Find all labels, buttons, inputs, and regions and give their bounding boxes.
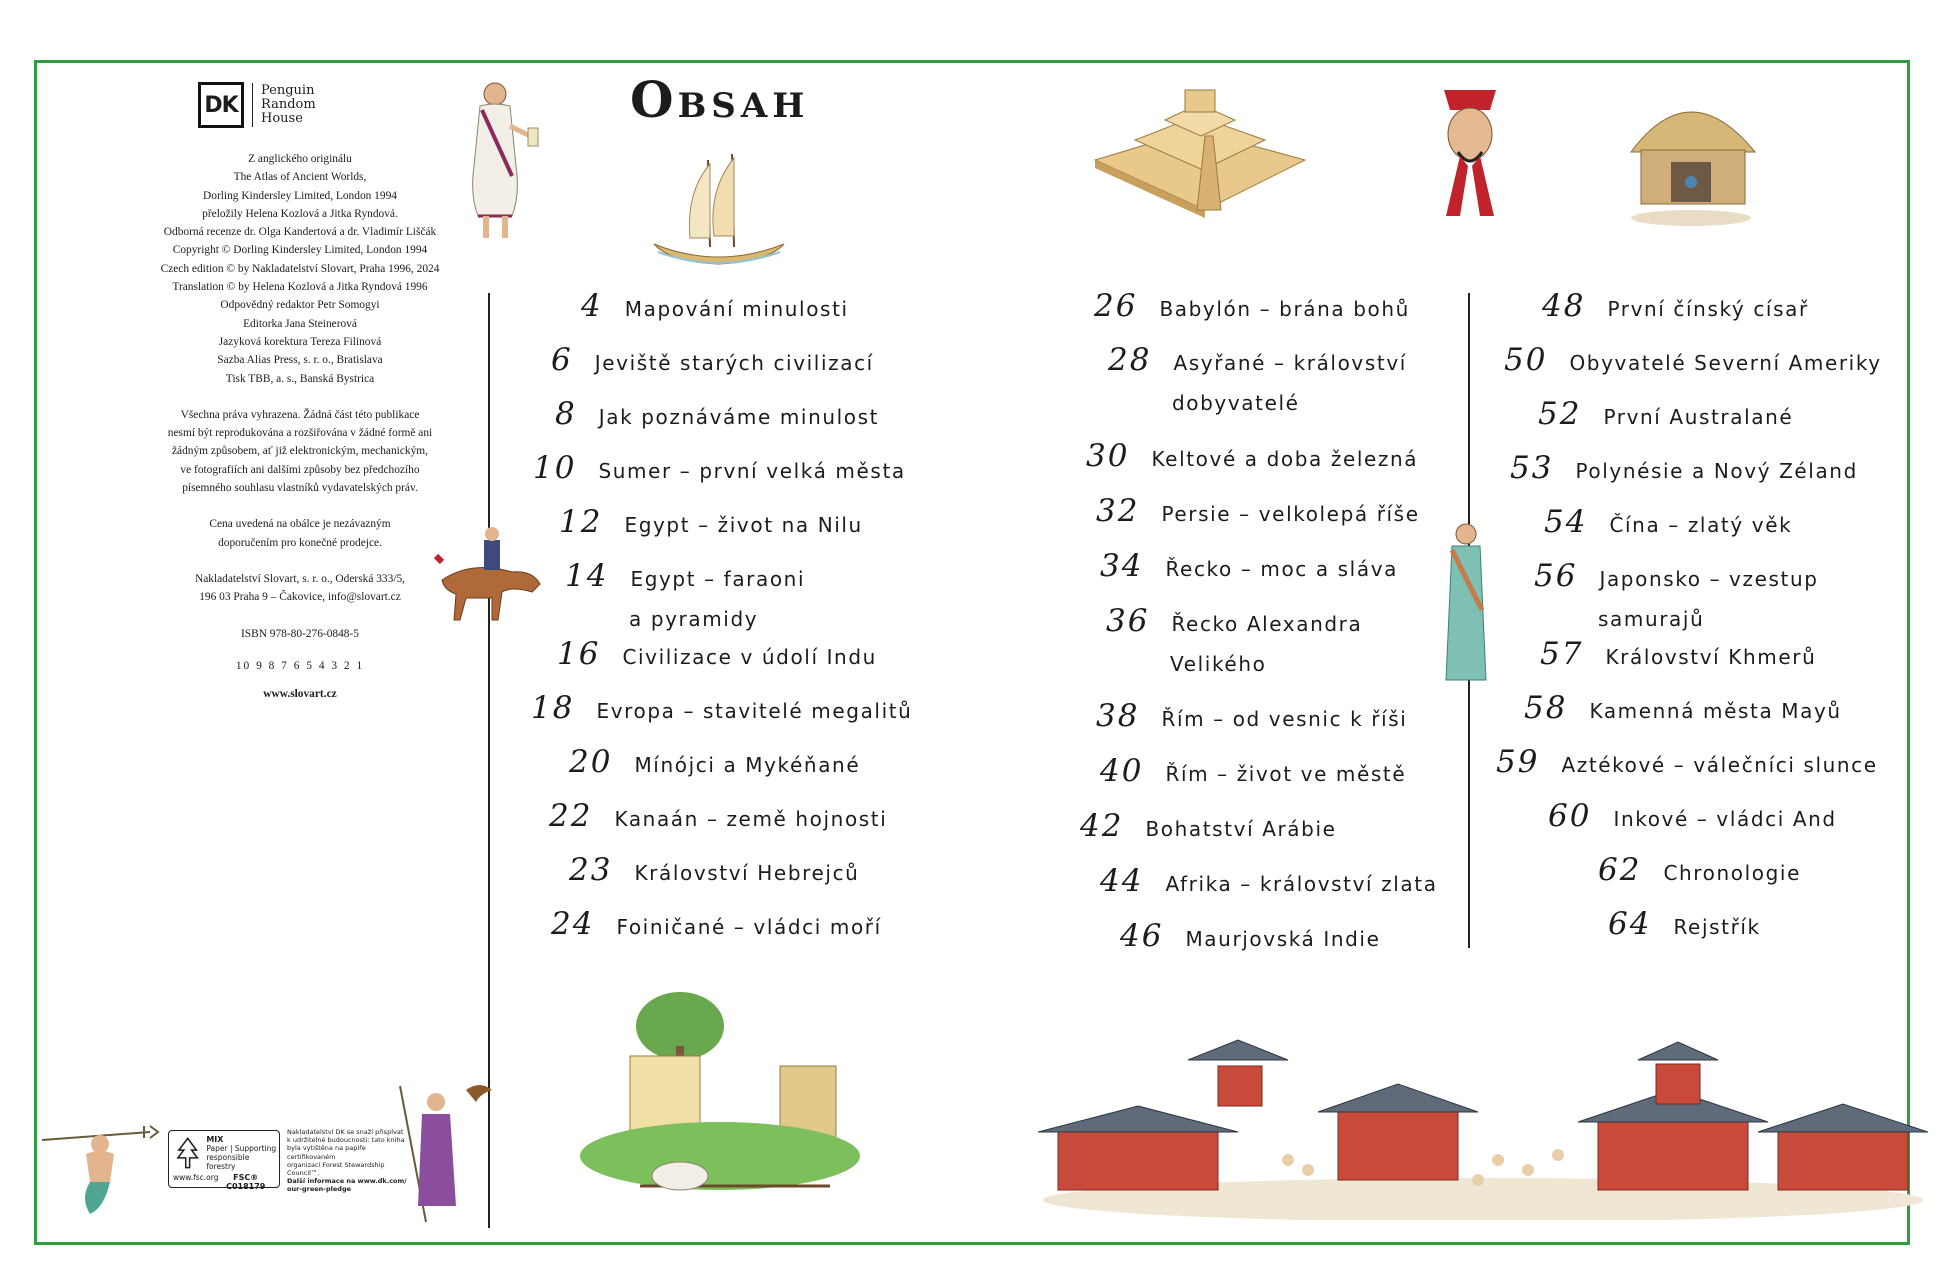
toc-entry[interactable] (1504, 340, 1882, 383)
imprint-rights (90, 406, 510, 497)
toc-entry[interactable] (1096, 696, 1407, 739)
toc-entry[interactable] (1100, 546, 1398, 589)
website: www.slovart.cz (263, 688, 337, 701)
toc-entry[interactable] (1542, 286, 1809, 329)
toc-title: Afrika – království zlata (1165, 872, 1438, 896)
fsc-logo: MIX Paper | Supporting responsible forestry www.fsc.org FSC® C018179 (168, 1130, 280, 1188)
toc-title: Rejstřík (1673, 915, 1761, 939)
poseidon-illustration (40, 1118, 160, 1218)
toc-page-number: 16 (557, 636, 601, 672)
toc-page-number: 60 (1548, 798, 1592, 834)
toc-page-number: 8 (555, 396, 577, 432)
toc-title: Království Hebrejců (634, 861, 860, 885)
fsc-note-line: Nakladatelství DK se snaží přispívat (287, 1128, 404, 1136)
toc-page-number: 54 (1544, 504, 1588, 540)
toc-entry[interactable] (565, 556, 805, 639)
toc-title-continued: Velikého (1170, 652, 1267, 676)
toc-title: Egypt – faraoni (630, 567, 806, 591)
toc-entry[interactable] (1086, 436, 1418, 479)
imprint-line: žádným způsobem, ať již elektronickým, mechanickým, (171, 445, 428, 458)
toc-title: Chronologie (1663, 861, 1801, 885)
toc-page-number: 22 (549, 798, 593, 834)
toc-entry[interactable] (533, 448, 906, 491)
fsc-note-line: Další informace na www.dk.com/ (287, 1177, 407, 1186)
chinese-city-illustration (1038, 1020, 1928, 1220)
toc-entry[interactable] (549, 796, 887, 839)
isbn: ISBN 978-80-276-0848-5 (240, 627, 359, 640)
toc-entry[interactable] (557, 634, 877, 677)
toc-title: Aztékové – válečníci slunce (1561, 753, 1878, 777)
toc-title: Jak poznáváme minulost (598, 405, 880, 429)
imprint-line: Dorling Kindersley Limited, London 1994 (203, 189, 397, 202)
toc-page-number: 6 (551, 342, 573, 378)
toc-page-number: 4 (581, 288, 603, 324)
toc-page-number: 18 (531, 690, 575, 726)
toc-entry[interactable] (555, 394, 879, 437)
toc-entry[interactable] (1544, 502, 1792, 545)
toc-entry[interactable] (559, 502, 863, 545)
imprint-line: Jazyková korektura Tereza Filinová (218, 335, 382, 348)
toc-title: Řecko Alexandra (1171, 612, 1363, 636)
toc-page-number: 24 (551, 906, 595, 942)
toc-title: Sumer – první velká města (598, 459, 906, 483)
imprint-line: Tisk TBB, a. s., Banská Bystrica (225, 372, 375, 385)
toc-title: Japonsko – vzestup (1599, 567, 1819, 591)
toc-entry[interactable] (1080, 806, 1337, 849)
imprint-line: doporučením pro konečné prodejce. (218, 536, 382, 549)
toc-page-number: 40 (1100, 753, 1144, 789)
toc-page-number: 57 (1540, 636, 1584, 672)
toc-page-number: 34 (1100, 548, 1144, 584)
toc-entry[interactable] (1534, 556, 1819, 639)
toc-entry[interactable] (1100, 751, 1406, 794)
toc-title: Řím – život ve městě (1165, 762, 1407, 786)
toc-page-number: 56 (1534, 558, 1578, 594)
penguin-random-house-text: Penguin Random House (261, 83, 316, 126)
toc-page-number: 28 (1108, 342, 1152, 378)
horseman-illustration (432, 520, 552, 630)
toc-title-continued: dobyvatelé (1172, 391, 1300, 415)
toc-title: Mapování minulosti (624, 297, 849, 321)
toc-title: Kamenná města Mayů (1589, 699, 1842, 723)
toc-title: První čínský císař (1607, 297, 1809, 321)
toc-page-number: 50 (1504, 342, 1548, 378)
toc-page-number: 62 (1598, 852, 1642, 888)
toc-entry[interactable] (1524, 688, 1842, 731)
toc-title: Řecko – moc a sláva (1165, 557, 1398, 581)
ziggurat-illustration (1085, 70, 1315, 220)
imprint-line: Nakladatelství Slovart, s. r. o., Oderská 333/5, (194, 572, 406, 585)
thatched-hut-illustration (1615, 62, 1765, 232)
fsc-note (287, 1128, 407, 1194)
toc-title: Řím – od vesnic k říši (1161, 707, 1408, 731)
imprint-line: Odborná recenze dr. Olga Kandertová a dr. Vladimír Liščák (163, 226, 437, 239)
toc-page-number: 48 (1542, 288, 1586, 324)
toc-page-number: 38 (1096, 698, 1140, 734)
toc-page-number: 58 (1524, 690, 1568, 726)
page-title: OBSAH (630, 70, 810, 129)
toc-title: Civilizace v údolí Indu (622, 645, 877, 669)
imprint-line: Editorka Jana Steinerová (243, 317, 357, 330)
toc-entry[interactable] (1510, 448, 1858, 491)
fsc-note-line: our-green-pledge (287, 1185, 352, 1194)
imprint-line: přeložily Helena Kozlová a Jitka Ryndová. (202, 207, 398, 220)
toc-entry[interactable] (1108, 340, 1407, 423)
imprint-credits (90, 150, 510, 388)
dk-logo-mark: DK (198, 82, 244, 128)
toc-entry[interactable] (1608, 904, 1761, 947)
toc-page-number: 53 (1510, 450, 1554, 486)
toc-entry[interactable] (1094, 286, 1410, 329)
toc-page-number: 10 (533, 450, 577, 486)
toc-title: Mínójci a Mykéňané (634, 753, 861, 777)
imprint-line: Translation © by Helena Kozlová a Jitka Ryndová 1996 (172, 281, 428, 294)
fsc-note-line: k udržitelné budoucnosti: tato kniha (287, 1136, 405, 1145)
toc-entry[interactable] (1100, 861, 1438, 904)
toc-entry[interactable] (569, 742, 860, 785)
toc-page-number: 14 (565, 558, 609, 594)
toc-title: Bohatství Arábie (1145, 817, 1337, 841)
imprint-line: 196 03 Praha 9 – Čakovice, info@slovart.cz (199, 591, 401, 604)
chinese-official-mask-illustration (1430, 80, 1510, 220)
toc-title: Babylón – brána bohů (1159, 297, 1410, 321)
toc-title: První Australané (1603, 405, 1794, 429)
toc-page-number: 46 (1120, 918, 1164, 954)
imprint-line: ve fotografiích ani dalšími způsoby bez předchozího (180, 463, 420, 476)
toc-title: Polynésie a Nový Zéland (1575, 459, 1858, 483)
indus-valley-scene-illustration (570, 986, 870, 1206)
toc-entry[interactable] (531, 688, 912, 731)
toc-entry[interactable] (569, 850, 859, 893)
toc-entry[interactable] (1548, 796, 1837, 839)
imprint-line: Cena uvedená na obálce je nezávazným (209, 518, 391, 531)
toc-page-number: 26 (1094, 288, 1138, 324)
printing-line: 10 9 8 7 6 5 4 3 2 1 (235, 659, 365, 672)
imprint-line: The Atlas of Ancient Worlds, (233, 171, 367, 184)
imprint-line: Copyright © Dorling Kindersley Limited, London 1994 (172, 244, 428, 257)
toc-title: Čína – zlatý věk (1609, 513, 1793, 537)
toc-title: Egypt – život na Nilu (624, 513, 863, 537)
toc-entry[interactable] (551, 340, 874, 383)
toc-entry[interactable] (581, 286, 849, 329)
imprint-line: Odpovědný redaktor Petr Somogyi (220, 299, 380, 312)
toc-entry[interactable] (1096, 491, 1420, 534)
toc-page-number: 12 (559, 504, 603, 540)
imprint-line: Z anglického originálu (248, 153, 352, 165)
toc-title: Keltové a doba železná (1151, 447, 1419, 471)
toc-title: Inkové – vládci And (1613, 807, 1837, 831)
toc-entry[interactable] (1106, 601, 1362, 684)
toc-page-number: 64 (1608, 906, 1652, 942)
toc-title-continued: samurajů (1598, 607, 1705, 631)
toc-title: Evropa – stavitelé megalitů (596, 699, 913, 723)
toc-page-number: 32 (1096, 493, 1140, 529)
toc-title: Obyvatelé Severní Ameriky (1569, 351, 1882, 375)
toc-title: Království Khmerů (1605, 645, 1817, 669)
toc-entry[interactable] (551, 904, 882, 947)
reed-sailboat-illustration (648, 152, 790, 274)
toc-entry[interactable] (1496, 742, 1878, 785)
toc-page-number: 44 (1100, 863, 1144, 899)
imprint-line: písemného souhlasu vlastníků vydavatelských práv. (182, 482, 418, 495)
toc-page-number: 20 (569, 744, 613, 780)
imprint-line: Czech edition © by Nakladatelství Slovart, Praha 1996, 2024 (160, 262, 440, 275)
toc-entry[interactable] (1540, 634, 1816, 677)
hero-with-eagle-illustration (396, 1076, 496, 1226)
imprint-line: nesmí být reprodukována a rozšiřována v žádné formě ani (167, 427, 433, 440)
fsc-note-line: byla vytištěna na papíře certifikovaném (287, 1144, 366, 1161)
toc-title: Kanaán – země hojnosti (614, 807, 888, 831)
toc-title: Maurjovská Indie (1185, 927, 1381, 951)
toc-page-number: 36 (1106, 603, 1150, 639)
fsc-note-line: organizací Forest Stewardship Council™. (287, 1160, 385, 1178)
toc-page-number: 42 (1080, 808, 1124, 844)
toc-page-number: 23 (569, 852, 613, 888)
toc-entry[interactable] (1538, 394, 1793, 437)
toc-entry[interactable] (1120, 916, 1381, 959)
toc-title: Asyřané – království (1173, 351, 1407, 375)
roman-toga-figure-illustration (450, 76, 540, 246)
toc-page-number: 30 (1086, 438, 1130, 474)
greek-woman-illustration (1436, 520, 1496, 690)
toc-title: Jeviště starých civilizací (594, 351, 874, 375)
imprint-line: Sazba Alias Press, s. r. o., Bratislava (217, 354, 383, 367)
toc-title: Foiničané – vládci moří (616, 915, 882, 939)
toc-title-continued: a pyramidy (629, 607, 759, 631)
toc-page-number: 59 (1496, 744, 1540, 780)
fsc-tree-icon (175, 1136, 200, 1170)
toc-title: Persie – velkolepá říše (1161, 502, 1420, 526)
toc-page-number: 52 (1538, 396, 1582, 432)
imprint-line: Všechna práva vyhrazena. Žádná část této publikace (180, 408, 420, 421)
publisher-logo (198, 82, 316, 128)
toc-entry[interactable] (1598, 850, 1801, 893)
